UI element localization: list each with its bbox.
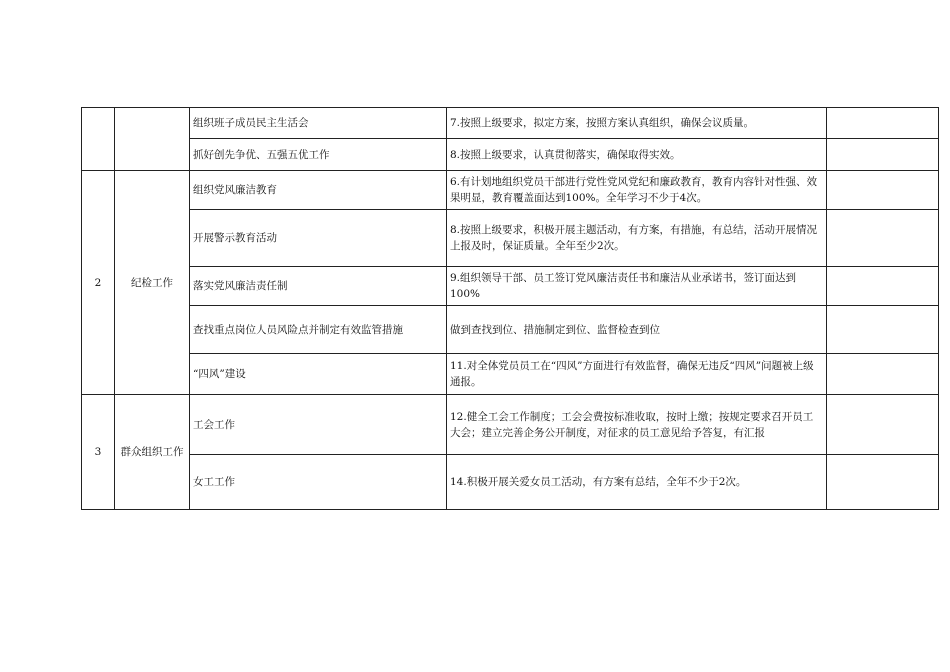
work-item: 工会工作 bbox=[190, 395, 447, 455]
note-cell bbox=[827, 306, 939, 354]
note-cell bbox=[827, 210, 939, 267]
group-category: 群众组织工作 bbox=[115, 395, 190, 510]
note-cell bbox=[827, 354, 939, 395]
work-item: 抓好创先争优、五强五优工作 bbox=[190, 139, 447, 171]
work-standard: 7.按照上级要求，拟定方案，按照方案认真组织，确保会议质量。 bbox=[447, 108, 827, 139]
work-standard: 8.按照上级要求，积极开展主题活动，有方案，有措施，有总结，活动开展情况上报及时，保证质量。全年至少2次。 bbox=[447, 210, 827, 267]
work-item: 开展警示教育活动 bbox=[190, 210, 447, 267]
note-cell bbox=[827, 139, 939, 171]
table-row bbox=[82, 395, 939, 455]
work-standard: 12.健全工会工作制度；工会会费按标准收取，按时上缴；按规定要求召开员工大会；建立完善企务公开制度，对征求的员工意见给予答复，有汇报 bbox=[447, 395, 827, 455]
work-item: 查找重点岗位人员风险点并制定有效监管措施 bbox=[190, 306, 447, 354]
work-item: 组织党风廉洁教育 bbox=[190, 171, 447, 210]
table-row bbox=[82, 306, 939, 354]
table-row bbox=[82, 139, 939, 171]
work-standard: 6.有计划地组织党员干部进行党性党风党纪和廉政教育，教育内容针对性强、效果明显，教育覆盖面达到100%。全年学习不少于4次。 bbox=[447, 171, 827, 210]
note-cell bbox=[827, 108, 939, 139]
group-category bbox=[115, 108, 190, 171]
work-standard: 11.对全体党员员工在“四风”方面进行有效监督，确保无违反“四风”问题被上级通报。 bbox=[447, 354, 827, 395]
table-row bbox=[82, 108, 939, 139]
work-standard: 9.组织领导干部、员工签订党风廉洁责任书和廉洁从业承诺书，签订面达到100% bbox=[447, 267, 827, 306]
table-row bbox=[82, 267, 939, 306]
table-row bbox=[82, 354, 939, 395]
group-number: 2 bbox=[82, 171, 115, 395]
table-row bbox=[82, 455, 939, 510]
group-number bbox=[82, 108, 115, 171]
note-cell bbox=[827, 395, 939, 455]
work-item: 组织班子成员民主生活会 bbox=[190, 108, 447, 139]
work-standard: 14.积极开展关爱女员工活动，有方案有总结，全年不少于2次。 bbox=[447, 455, 827, 510]
work-item: 落实党风廉洁责任制 bbox=[190, 267, 447, 306]
work-item: “四风”建设 bbox=[190, 354, 447, 395]
table-row bbox=[82, 171, 939, 210]
work-standard: 做到查找到位、措施制定到位、监督检查到位 bbox=[447, 306, 827, 354]
note-cell bbox=[827, 455, 939, 510]
note-cell bbox=[827, 171, 939, 210]
work-plan-table bbox=[81, 107, 939, 510]
work-item: 女工工作 bbox=[190, 455, 447, 510]
table-row bbox=[82, 210, 939, 267]
group-number: 3 bbox=[82, 395, 115, 510]
note-cell bbox=[827, 267, 939, 306]
group-category: 纪检工作 bbox=[115, 171, 190, 395]
work-standard: 8.按照上级要求，认真贯彻落实，确保取得实效。 bbox=[447, 139, 827, 171]
